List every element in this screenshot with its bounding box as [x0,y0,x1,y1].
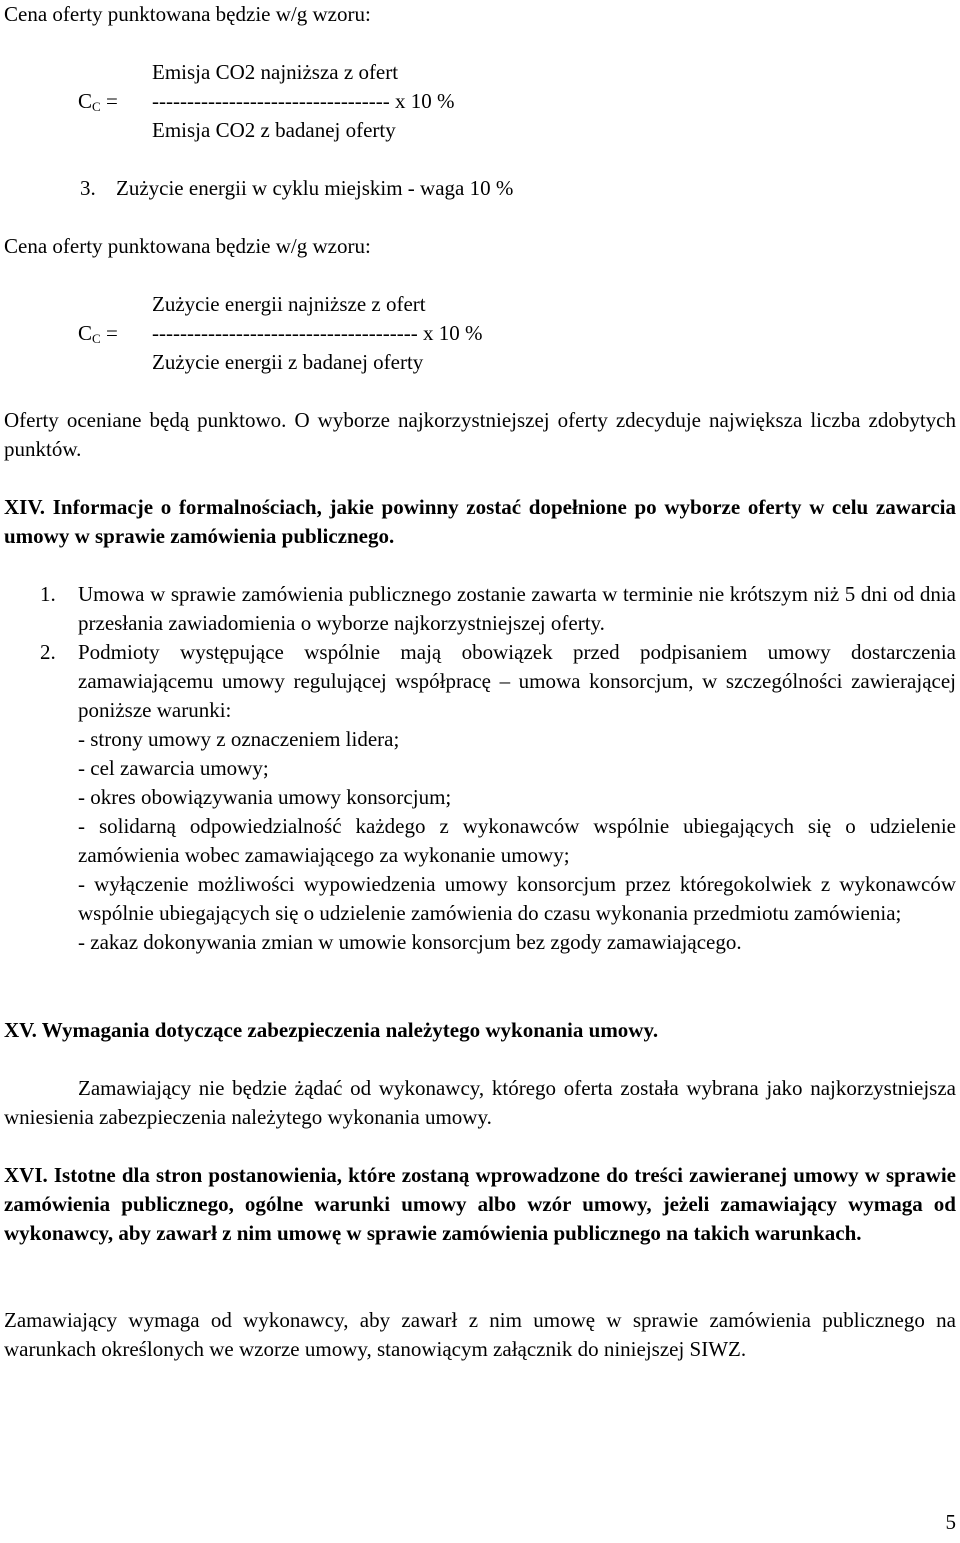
formula-2-numerator: Zużycie energii najniższe z ofert [152,292,426,316]
item-2-number: 2. [40,640,56,664]
list-item: - wyłączenie możliwości wypowiedzenia umowy konsorcjum przez któregokolwiek z wykonawców wspólnie ubiegających się o udzielenie zamówienia do czasu wykonania przedmiotu zamówienia; [78,872,956,925]
formula-1-dash-line: ---------------------------------- x 10 % [152,89,455,113]
section-15-heading: XV. Wymagania dotyczące zabezpieczenia należytego wykonania umowy. [4,1018,659,1042]
formula-2-intro: Cena oferty punktowana będzie w/g wzoru: [4,234,371,258]
formula-1-lhs-sub: C [92,99,101,114]
formula-1-denominator: Emisja CO2 z badanej oferty [152,118,396,142]
list-item: - cel zawarcia umowy; [78,756,269,780]
section-14-item-2 [40,638,956,725]
formula-1-lhs-main: C [78,89,93,113]
section-14-heading: XIV. Informacje o formalnościach, jakie powinny zostać dopełnione po wyborze oferty w celu zawarcia umowy w sprawie zamówienia publicznego. [4,495,956,548]
section-15-text: Zamawiający nie będzie żądać od wykonawcy, którego oferta została wybrana jako najkorzystniejsza wniesienia zabezpieczenia należytego wykonania umowy. [4,1076,956,1129]
scoring-note: Oferty oceniane będą punktowo. O wyborze najkorzystniejszej oferty zdecyduje największa liczba zdobytych punktów. [4,408,956,461]
formula-2-lhs [78,319,118,353]
formula-1-lhs [78,87,118,121]
section-16-heading: XVI. Istotne dla stron postanowienia, które zostaną wprowadzone do treści zawieranej umowy w sprawie zamówienia publicznego, ogólne warunki umowy albo wzór umowy, jeżeli zamawiający wymaga od wykonawcy, aby zawarł z nim umowę w sprawie zamówienia publicznego na takich warunkach. [4,1163,956,1245]
list-item: - zakaz dokonywania zmian w umowie konsorcjum bez zgody zamawiającego. [78,930,742,954]
formula-2-lhs-eq: = [100,321,118,345]
item-1-number: 1. [40,582,56,606]
list-item: - strony umowy z oznaczeniem lidera; [78,727,400,751]
page-number: 5 [945,1510,956,1534]
section-16-text: Zamawiający wymaga od wykonawcy, aby zawarł z nim umowę w sprawie zamówienia publicznego na warunkach określonych we wzorze umowy, stanowiącym załącznik do niniejszej SIWZ. [4,1308,956,1361]
item-2-text: Podmioty występujące wspólnie mają obowiązek przed podpisaniem umowy dostarczenia zamawiającemu umowy regulującej współpracę – umowa konsorcjum, w szczególności zawierającej poniższe warunki: [78,640,956,722]
condition-list [78,725,956,957]
criterion-3-number: 3. [80,176,96,200]
formula-1-numerator: Emisja CO2 najniższa z ofert [152,60,399,84]
formula-2-lhs-sub: C [92,331,101,346]
section-14-item-1 [40,580,956,638]
formula-2-lhs-main: C [78,321,93,345]
formula-2-dash-line: -------------------------------------- x 10 % [152,321,483,345]
item-1-text: Umowa w sprawie zamówienia publicznego zostanie zawarta w terminie nie krótszym niż 5 dni od dnia przesłania zawiadomienia o wyborze najkorzystniejszej oferty. [78,582,956,635]
list-item: - okres obowiązywania umowy konsorcjum; [78,785,452,809]
formula-2-denominator: Zużycie energii z badanej oferty [152,350,424,374]
formula-1-intro: Cena oferty punktowana będzie w/g wzoru: [4,2,371,26]
criterion-3-title: Zużycie energii w cyklu miejskim - waga 10 % [116,176,514,200]
list-item: - solidarną odpowiedzialność każdego z wykonawców wspólnie ubiegających się o udzielenie zamówienia wobec zamawiającego za wykonanie umowy; [78,814,956,867]
formula-1-lhs-eq: = [100,89,118,113]
